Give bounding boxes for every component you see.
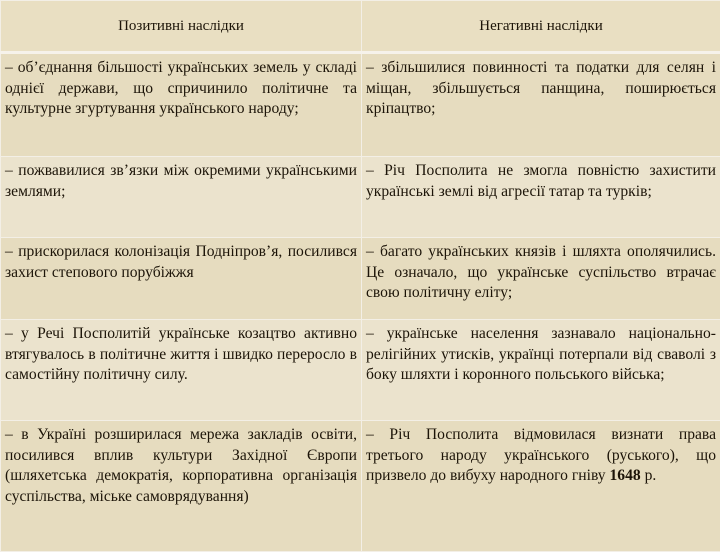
table-row: [1, 157, 720, 238]
table-row: [1, 238, 720, 320]
header-negative: Негативні наслідки: [362, 1, 720, 53]
positive-cell: – у Речі Посполитій українське козацтво активно втягувалось в політичне життя і швидко переросло в самостійну політичну силу.: [1, 320, 362, 421]
table-row: [1, 421, 720, 552]
negative-text-end: р.: [645, 467, 657, 484]
table-row: [1, 320, 720, 421]
header-row: [1, 1, 720, 53]
negative-cell: [362, 421, 720, 552]
positive-cell: – прискорилася колонізація Подніпров’я, посилився захист степового порубіжжя: [1, 238, 362, 320]
positive-cell: – об’єднання більшості українських земель у складі однієї держави, що спричинило політичне та культурне згуртування українського народу;: [1, 53, 362, 157]
negative-text: – Річ Посполита відмовилася визнати права третього народу українського (руського), що призвело до вибуху народного гніву: [366, 426, 716, 484]
negative-cell: – багато українських князів і шляхта ополячились. Це означало, що українське суспільство втрачає свою політичну еліту;: [362, 238, 720, 320]
negative-cell: – Річ Посполита не змогла повністю захистити українські землі від агресії татар та турків;: [362, 157, 720, 238]
negative-cell: – збільшилися повинності та податки для селян і міщан, збільшується панщина, поширюється кріпацтво;: [362, 53, 720, 157]
positive-cell: – пожвавилися зв’язки між окремими українськими землями;: [1, 157, 362, 238]
year-1648: 1648: [609, 467, 640, 484]
table-row: [1, 53, 720, 157]
header-positive: Позитивні наслідки: [1, 1, 362, 53]
positive-cell: – в Україні розширилася мережа закладів освіти, посилився вплив культури Західної Європи (шляхетська демократія, корпоративна організація суспільства, міське самоврядування): [1, 421, 362, 552]
negative-cell: – українське населення зазнавало національно-релігійних утисків, українці потерпали від сваволі з боку шляхти і коронного польського війська;: [362, 320, 720, 421]
